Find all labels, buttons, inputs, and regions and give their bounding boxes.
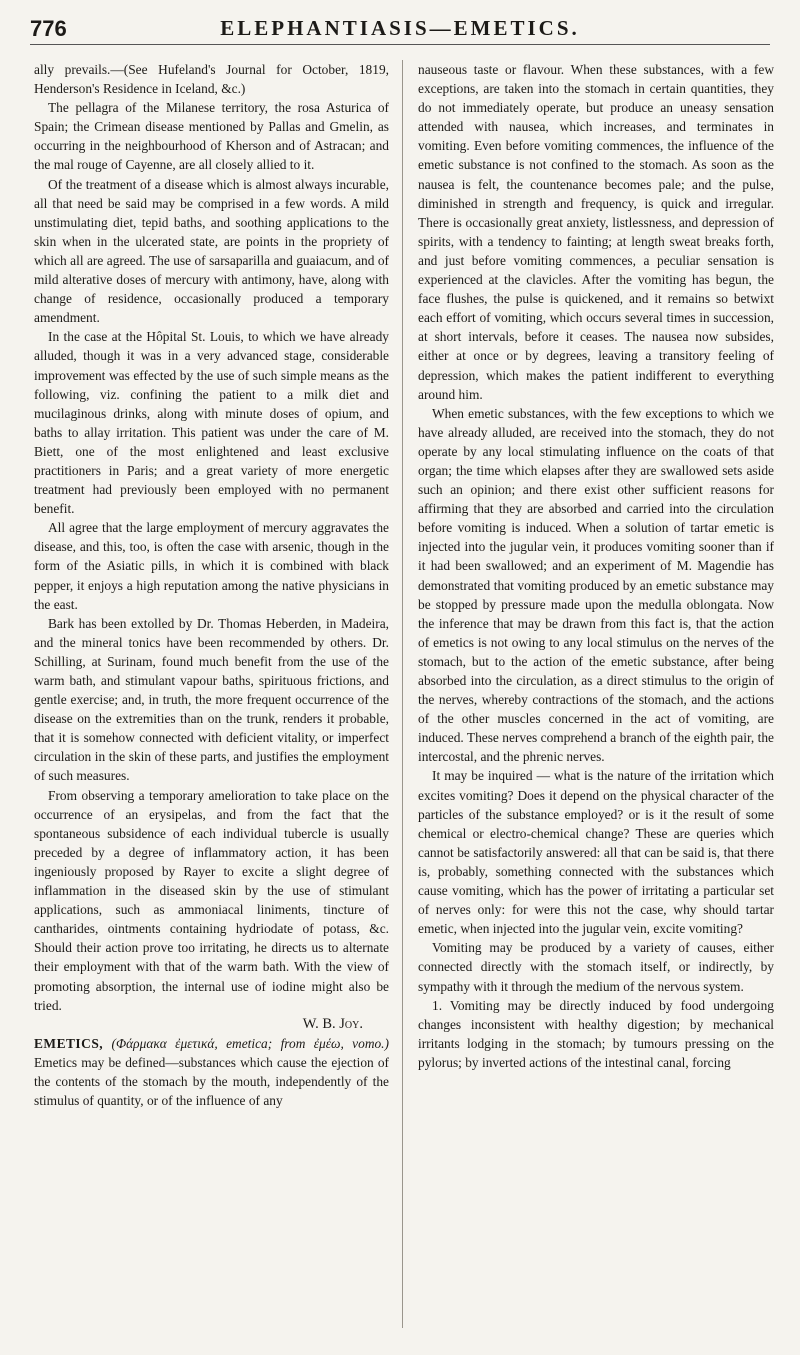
header-rule	[30, 44, 770, 45]
paragraph: Bark has been extolled by Dr. Thomas Heberden, in Madeira, and the mineral tonics have been recommended by others. Dr. Schilling, at Surinam, found much benefit from the use of the warm bath, and stimulant vapour baths, spirituous frictions, and gentle exercise; and, in truth, the more frequent occurrence of the disease on the extremities than on the trunk, renders it probable, that it is somehow connected with deficient vitality, or imperfect circulation in the skin of these parts, and justifies the employment of such measures.	[34, 615, 389, 784]
paragraph: From observing a temporary amelioration to take place on the occurrence of an erysipelas, and from the fact that the spontaneous subsidence of each individual tubercle is usually preceded by a degree of inflammatory action, it has been ingeniously proposed by Rayer to excite a slight degree of inflammation in the diseased skin by the use of stimulant applications, such as ammoniacal liniments, tincture of cantharides, ointments containing hydriodate of potass, &c. Should their action prove too irritating, he directs us to alternate their employment with that of the warm bath. With the view of promoting absorption, the internal use of iodine might also be tried.	[34, 787, 389, 1013]
paragraph: Of the treatment of a disease which is almost always incurable, all that need be said may be comprised in a few words. A mild unstimulating diet, tepid baths, and soothing applications to the skin when in the ulcerated state, are points in the propriety of which all are agreed. The use of sarsaparilla and guaiacum, and of mild alterative doses of mercury with antimony, have, along with change of residence, occasionally produced a temporary amendment.	[34, 176, 389, 326]
page-number: 776	[30, 16, 67, 41]
paragraph: It may be inquired — what is the nature of the irritation which excites vomiting? Does it depend on the physical character of the particles of the substance employed? or is it the result of some chemical or electro-chemical change? These are queries which cannot be satisfactorily answered: all that can be said is, that there is, probably, something connected with the substances which cause vomiting, which has the power of irritating a particular set of nerves only: for were this not the case, why should tartar emetic, when injected into the jugular vein, excite vomiting?	[418, 768, 774, 937]
column-divider	[402, 60, 403, 1328]
running-head: ELEPHANTIASIS—EMETICS.	[220, 16, 580, 40]
paragraph: nauseous taste or flavour. When these substances, with a few exceptions, are taken into the stomach in certain quantities, they do not immediately operate, but produce an uneasy sensation attended with nausea, which increases, and terminates in vomiting. Even before vomiting commences, the influence of the emetic substance is not confined to the stomach. As soon as the nausea is felt, the countenance becomes pale; and the pulse, diminished in strength and frequency, is quick and irregular. There is occasionally great anxiety, listlessness, and depression of spirits, with a tendency to fainting; at length sweat breaks forth, and just before vomiting commences, a peculiar sensation is experienced at the clavicles. After the vomiting has begun, the face flushes, the pulse is quickened, and it remains so betwixt each effort of vomiting, which occurs several times in succession, at short intervals, before it ceases. The nausea now subsides, either at once or by degrees, leaving a transitory feeling of depression, which makes the patient indifferent to everything around him.	[418, 62, 774, 402]
entry-text: Emetics may be defined—substances which cause the ejection of the contents of the stomach by the mouth, independently of the stimulus of quantity, or of the influence of any	[34, 1054, 389, 1109]
left-column	[34, 60, 389, 1110]
emetics-entry	[34, 1034, 389, 1110]
paragraph: 1. Vomiting may be directly induced by food undergoing changes inconsistent with healthy digestion; by mechanical irritants lodging in the stomach; by tumours pressing on the pylorus; by inverted actions of the intestinal canal, forcing	[418, 997, 774, 1070]
paragraph: All agree that the large employment of mercury aggravates the disease, and this, too, is often the case with arsenic, though in the form of the Asiatic pills, in which it is combined with black pepper, it enjoys a high reputation among the native physicians in the east.	[34, 520, 389, 612]
right-column	[418, 60, 774, 1072]
paragraph: In the case at the Hôpital St. Louis, to which we have already alluded, though it was in a very advanced stage, considerable improvement was effected by the use of such simple means as the following, viz. confining the patient to a milk diet and mucilaginous drinks, along with minute doses of opium, and baths to allay irritation. This patient was under the care of M. Biett, one of the most enlightened and least exclusive practitioners in Paris; and a great variety of more energetic treatment had previously been employed with no permanent benefit.	[34, 329, 389, 517]
entry-etymology: (Φάρμακα ἐμετικά, emetica; from ἐμέω, vomo.)	[111, 1035, 389, 1051]
paragraph: When emetic substances, with the few exceptions to which we have already alluded, are received into the stomach, they do not operate by any local stimulating influence on the coats of that organ; the time which elapses after they are swallowed sets aside such an opinion; and there exist other sufficient reasons for affirming that they are absorbed and carried into the circulation before vomiting is induced. When a solution of tartar emetic is injected into the jugular vein, it produces vomiting sooner than if it had been swallowed; and an experiment of M. Magendie has demonstrated that vomiting produced by an emetic substance may be stopped by pressure made upon the medulla oblongata. Now the inference that may be drawn from this fact is, that the action of emetics is not owing to any local stimulus on the nerves of the stomach, but to the action of the emetic substance, after being absorbed into the circulation, as a direct stimulus to the origin of the nerves, whereby contractions of the stomach, and the actions of the other muscles concerned in the act of vomiting, are induced. These nerves comprehend a branch of the eighth pair, the intercostal, and the phrenic nerves.	[418, 405, 774, 765]
paragraph: ally prevails.—(See Hufeland's Journal for October, 1819, Henderson's Residence in Iceland, &c.)	[34, 62, 389, 97]
paragraph: Vomiting may be produced by a variety of causes, either connected directly with the stomach itself, or indirectly, by sympathy with it through the medium of the nervous system.	[418, 940, 774, 994]
paragraph: The pellagra of the Milanese territory, the rosa Asturica of Spain; the Crimean disease mentioned by Pallas and Gmelin, as occurring in the neighbourhood of Kherson and of Astracan; and the mal rouge of Cayenne, are all closely allied to it.	[34, 100, 389, 173]
author-signature: W. B. Joy.	[302, 1015, 363, 1032]
entry-headword: EMETICS,	[34, 1035, 104, 1051]
